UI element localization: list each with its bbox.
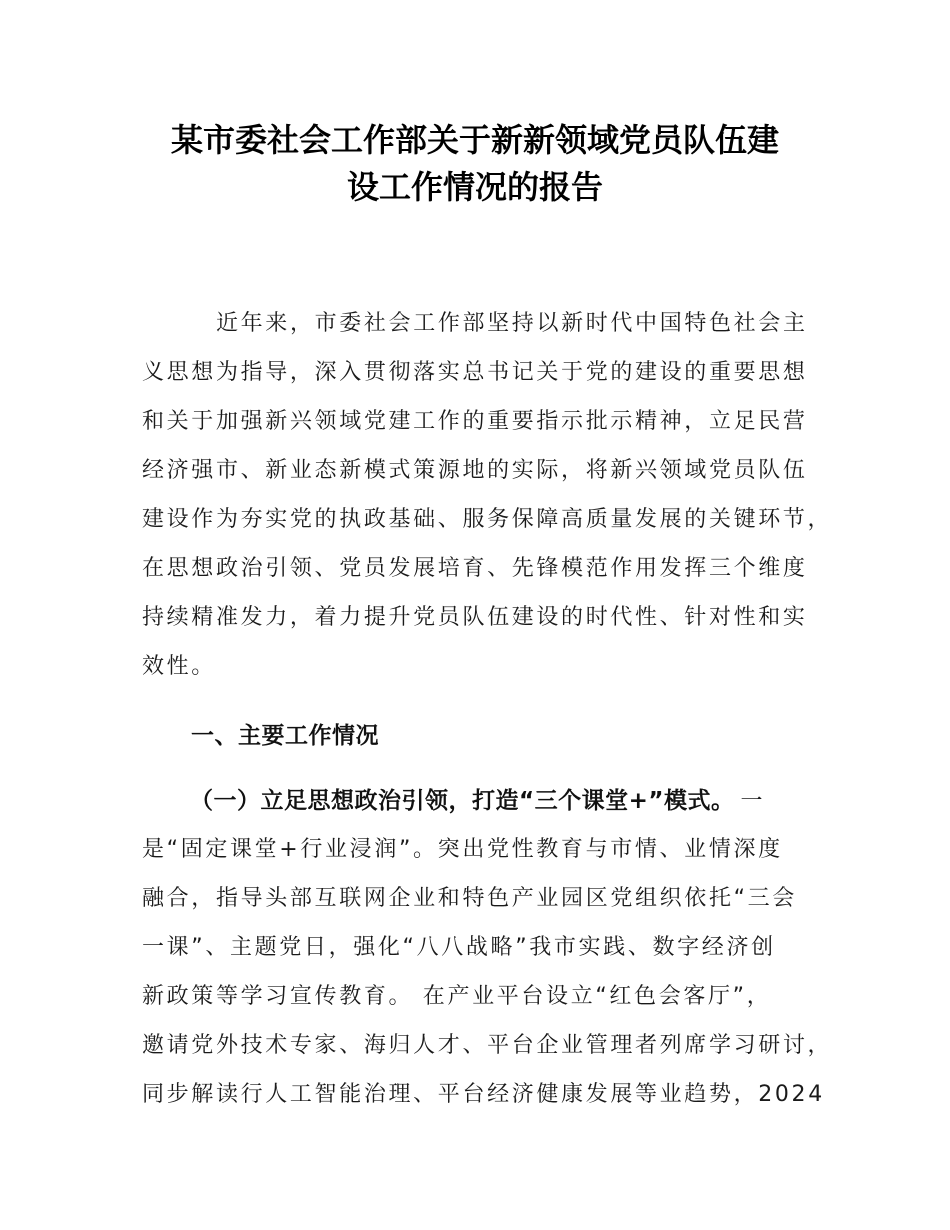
document-title-line-1: 某市委社会工作部关于新新领域党员队伍建 [170,121,779,159]
document-title-line-2: 设工作情况的报告 [346,168,603,206]
intro-paragraph-line: 近年来，市委社会工作部坚持以新时代中国特色社会主 [216,311,808,336]
intro-paragraph-line: 义思想为指导，深入贯彻落实总书记关于党的建设的重要思想 [142,360,808,385]
section-heading: 一、主要工作情况 [191,723,379,749]
subsection-heading-line [190,786,763,817]
subsection-body-line: 同步解读行人工智能治理、平台经济健康发展等业趋势，2024 [142,1082,825,1107]
subsection-heading: （一）立足思想政治引领，打造“三个课堂+”模式。 [190,788,735,814]
intro-paragraph-line: 建设作为夯实党的执政基础、服务保障高质量发展的关键环节， [142,507,833,532]
subsection-heading-tail: 一 [740,789,763,814]
intro-paragraph-line: 持续精准发力，着力提升党员队伍建设的时代性、针对性和实 [142,605,808,630]
subsection-body-line: 邀请党外技术专家、海归人才、平台企业管理者列席学习研讨， [142,1033,833,1058]
subsection-body-line: 新政策等学习宣传教育。 在产业平台设立“红色会客厅”， [142,984,772,1009]
intro-paragraph-line: 经济强市、新业态新模式策源地的实际，将新兴领域党员队伍 [142,458,808,483]
subsection-body-line: 一课”、主题党日，强化“八八战略”我市实践、数字经济创 [142,935,776,960]
subsection-body-line: 是“固定课堂+行业浸润”。突出党性教育与市情、业情深度 [142,837,783,862]
intro-paragraph-line: 效性。 [142,654,216,679]
intro-paragraph-line: 在思想政治引领、党员发展培育、先锋模范作用发挥三个维度 [142,556,808,581]
subsection-body-line: 融合，指导头部互联网企业和特色产业园区党组织依托“三会 [142,886,797,911]
intro-paragraph-line: 和关于加强新兴领域党建工作的重要指示批示精神，立足民营 [142,409,808,434]
